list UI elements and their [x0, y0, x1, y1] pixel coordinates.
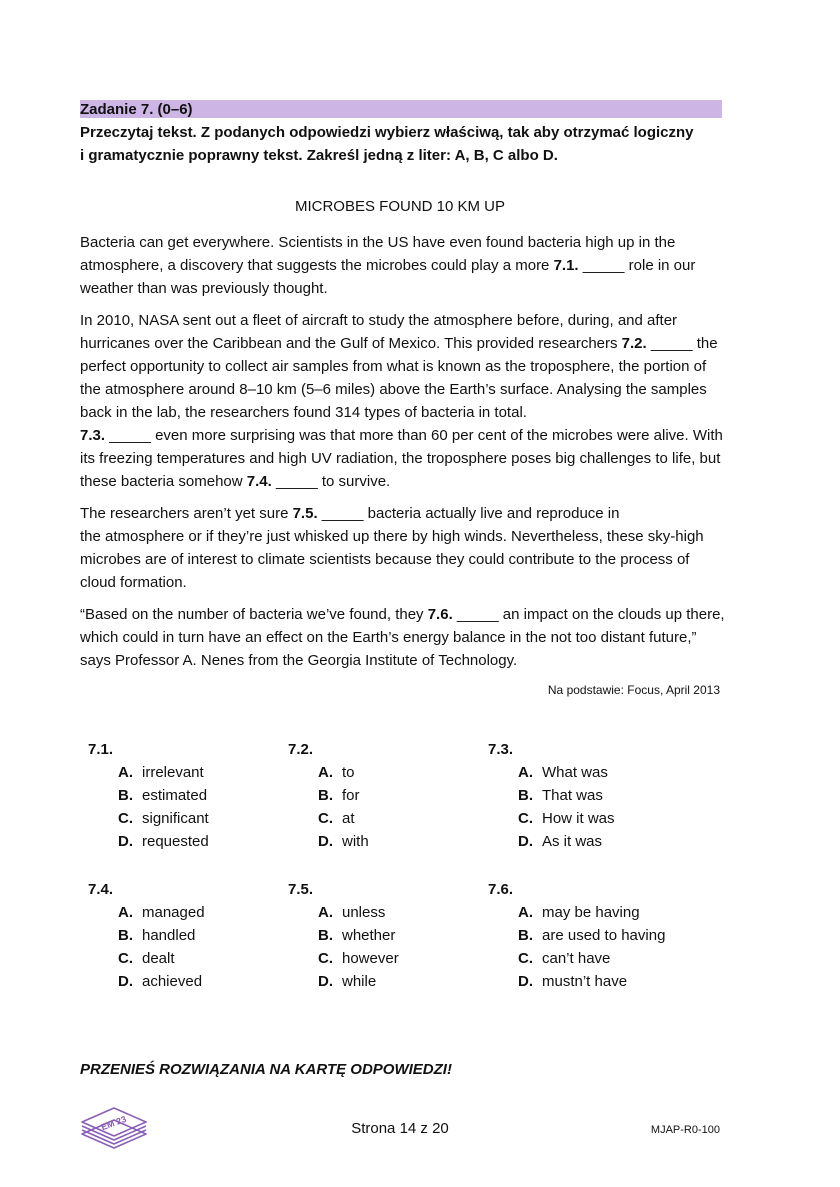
option-text: How it was — [542, 810, 615, 827]
option-text: That was — [542, 787, 603, 804]
option-text: estimated — [142, 787, 208, 804]
paragraph-3 — [80, 502, 728, 594]
option-letter: A. — [518, 904, 533, 921]
option-text: significant — [142, 810, 209, 827]
option-letter: C. — [318, 950, 333, 967]
text-run: The researchers aren’t yet sure — [80, 505, 293, 522]
option-text: dealt — [142, 950, 175, 967]
text-run: the atmosphere or if they’re just whisked up there by high winds. Nevertheless, these sky-high microbes are of interest to climate scientists because they could contribute to the process of cloud formation. — [80, 528, 704, 591]
option-text: are used to having — [542, 927, 666, 944]
gap-7-5: 7.5. — [292, 505, 318, 522]
option-text: with — [342, 833, 369, 850]
task-instruction — [80, 121, 730, 167]
option-text: however — [342, 950, 399, 967]
question-7-3 — [488, 738, 615, 853]
option-text: handled — [142, 927, 196, 944]
option-letter: A. — [518, 764, 533, 781]
exam-code: MJAP-R0-100 — [650, 1124, 720, 1136]
question-number: 7.1. — [88, 741, 114, 758]
paragraph-4 — [80, 603, 728, 672]
option-a[interactable] — [288, 761, 369, 784]
gap-7-2: 7.2. — [621, 335, 647, 352]
option-letter: D. — [118, 973, 133, 990]
option-a[interactable] — [288, 901, 399, 924]
option-b[interactable] — [88, 924, 205, 947]
question-number: 7.6. — [488, 881, 514, 898]
option-text: while — [342, 973, 377, 990]
option-text: can’t have — [542, 950, 611, 967]
option-d[interactable] — [288, 970, 399, 993]
gap-7-3: 7.3. — [80, 427, 106, 444]
text-run: “Based on the number of bacteria we’ve found, they — [80, 606, 428, 623]
option-letter: B. — [318, 787, 333, 804]
option-d[interactable] — [488, 830, 615, 853]
gap-7-4: 7.4. — [246, 473, 272, 490]
option-a[interactable] — [88, 761, 209, 784]
option-text: mustn’t have — [542, 973, 628, 990]
option-a[interactable] — [488, 761, 615, 784]
option-b[interactable] — [288, 924, 399, 947]
option-letter: C. — [518, 950, 533, 967]
option-letter: B. — [118, 787, 133, 804]
task-title: Zadanie 7. (0–6) — [80, 101, 193, 118]
text-run: In 2010, NASA sent out a fleet of aircraft to study the atmosphere before, during, and after hurricanes over the Caribbean and the Gulf of Mexico. This provided researchers — [80, 312, 678, 352]
option-letter: B. — [118, 927, 133, 944]
option-a[interactable] — [488, 901, 665, 924]
option-c[interactable] — [88, 807, 209, 830]
question-7-1 — [88, 738, 209, 853]
question-7-2 — [288, 738, 369, 853]
question-7-6 — [488, 878, 665, 993]
option-d[interactable] — [88, 970, 205, 993]
option-text: requested — [142, 833, 209, 850]
gap-7-1: 7.1. — [553, 257, 579, 274]
text-run: _____ bacteria actually live and reproduce in — [317, 505, 620, 522]
question-number: 7.5. — [288, 881, 314, 898]
option-text: achieved — [142, 973, 203, 990]
option-letter: D. — [318, 833, 333, 850]
option-letter: D. — [118, 833, 133, 850]
option-text: What was — [542, 764, 608, 781]
option-letter: D. — [318, 973, 333, 990]
logo-text: EM 23 — [99, 1113, 128, 1133]
option-text: may be having — [542, 904, 640, 921]
article-title: MICROBES FOUND 10 KM UP — [294, 198, 506, 215]
question-7-5 — [288, 878, 399, 993]
option-letter: D. — [518, 973, 533, 990]
article-text — [80, 231, 728, 681]
option-letter: D. — [518, 833, 533, 850]
option-letter: C. — [118, 950, 133, 967]
option-letter: A. — [318, 764, 333, 781]
option-b[interactable] — [488, 924, 665, 947]
option-b[interactable] — [488, 784, 615, 807]
option-d[interactable] — [488, 970, 665, 993]
option-text: to — [342, 764, 355, 781]
gap-7-6: 7.6. — [427, 606, 453, 623]
option-c[interactable] — [288, 807, 369, 830]
paragraph-1 — [80, 231, 728, 300]
text-run: _____ role in our weather than was previously thought. — [80, 257, 696, 297]
option-text: unless — [342, 904, 386, 921]
question-number: 7.2. — [288, 741, 314, 758]
option-text: As it was — [542, 833, 603, 850]
option-letter: A. — [318, 904, 333, 921]
text-run: _____ even more surprising was that more than 60 per cent of the microbes were alive. With its freezing temperatures and high UV radiation, the troposphere poses big challenges to life, but these bacteria somehow — [80, 427, 723, 490]
option-letter: B. — [318, 927, 333, 944]
option-c[interactable] — [488, 807, 615, 830]
transfer-answers-note: PRZENIEŚ ROZWIĄZANIA NA KARTĘ ODPOWIEDZI! — [80, 1061, 452, 1078]
option-c[interactable] — [488, 947, 665, 970]
option-letter: B. — [518, 927, 533, 944]
option-c[interactable] — [288, 947, 399, 970]
text-run: Bacteria can get everywhere. Scientists in the US have even found bacteria high up in the atmosphere, a discovery that suggests the microbes could play a more — [80, 234, 676, 274]
instruction-line-1: Przeczytaj tekst. Z podanych odpowiedzi wybierz właściwą, tak aby otrzymać logiczny — [80, 124, 694, 141]
option-text: for — [342, 787, 360, 804]
text-run: _____ the perfect opportunity to collect air samples from what is known as the troposphere, the portion of the atmosphere around 8–10 km (5–6 miles) above the Earth’s surface. Analysing the samples back in the lab, the researchers found 314 types of bacteria in total. — [80, 335, 718, 421]
option-letter: A. — [118, 764, 133, 781]
question-number: 7.4. — [88, 881, 114, 898]
text-run: _____ to survive. — [271, 473, 391, 490]
option-d[interactable] — [88, 830, 209, 853]
option-c[interactable] — [88, 947, 205, 970]
page-number: Strona 14 z 20 — [351, 1120, 449, 1137]
option-letter: C. — [118, 810, 133, 827]
option-d[interactable] — [288, 830, 369, 853]
option-letter: B. — [518, 787, 533, 804]
option-letter: C. — [518, 810, 533, 827]
option-b[interactable] — [288, 784, 369, 807]
option-text: at — [342, 810, 355, 827]
option-letter: C. — [318, 810, 333, 827]
source-note: Na podstawie: Focus, April 2013 — [547, 683, 720, 697]
option-text: whether — [342, 927, 396, 944]
option-letter: A. — [118, 904, 133, 921]
option-b[interactable] — [88, 784, 209, 807]
paragraph-2 — [80, 309, 728, 493]
question-number: 7.3. — [488, 741, 514, 758]
instruction-line-2: i gramatycznie poprawny tekst. Zakreśl jedną z liter: A, B, C albo D. — [80, 147, 558, 164]
option-text: irrelevant — [142, 764, 204, 781]
question-7-4 — [88, 878, 205, 993]
option-a[interactable] — [88, 901, 205, 924]
option-text: managed — [142, 904, 205, 921]
text-run: _____ an impact on the clouds up there, which could in turn have an effect on the Earth’s energy balance in the not too distant future,” says Professor A. Nenes from the Georgia Institute of Technology. — [80, 606, 725, 669]
